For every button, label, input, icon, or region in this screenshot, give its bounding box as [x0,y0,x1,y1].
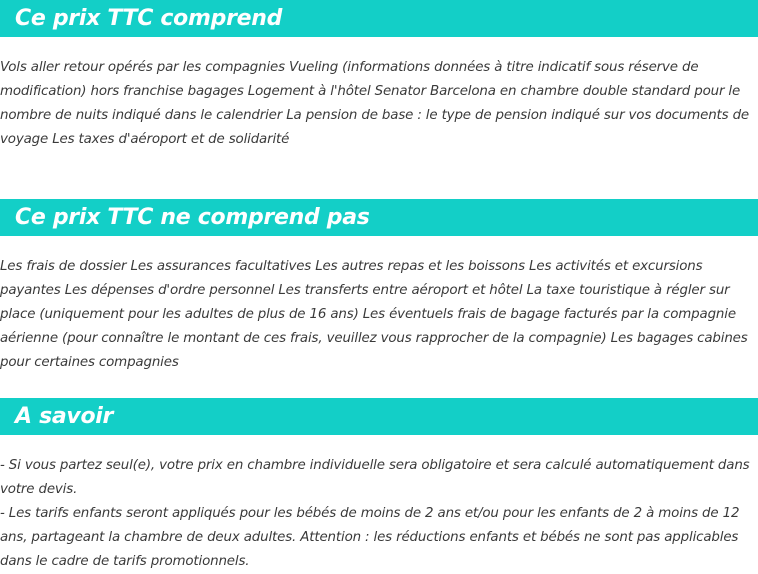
section-text-child-rates: - Les tarifs enfants seront appliqués pour les bébés de moins de 2 ans et/ou pour les enfants de 2 à moins de 12 ans, partageant la chambre de deux adultes. Attention : les réductions enfants et bébés ne sont pas applicables dans le cadre de tarifs promotionnels. [0,506,740,569]
section-text-solo-traveler: - Si vous partez seul(e), votre prix en chambre individuelle sera obligatoire et sera calculé automatiquement dans votre devis. [0,458,750,497]
section-body-included [0,56,758,152]
section-header-included [0,0,758,37]
section-body-good-to-know [0,454,758,574]
section-good-to-know [0,398,758,574]
section-body-not-included [0,255,758,375]
section-text-included: Vols aller retour opérés par les compagnies Vueling (informations données à titre indicatif sous réserve de modification) hors franchise bagages Logement à l'hôtel Senator Barcelona en chambre double standard pour le nombre de nuits indiqué dans le calendrier La pension de base : le type de pension indiqué sur vos documents de voyage Les taxes d'aéroport et de solidarité [0,60,750,147]
section-title-included: Ce prix TTC comprend [15,6,283,31]
section-header-not-included [0,199,758,236]
section-title-good-to-know: A savoir [15,404,114,429]
section-title-not-included: Ce prix TTC ne comprend pas [15,205,370,230]
section-not-included [0,199,758,375]
section-text-not-included: Les frais de dossier Les assurances facultatives Les autres repas et les boissons Les activités et excursions payantes Les dépenses d'ordre personnel Les transferts entre aéroport et hôtel La taxe touristique à régler sur place (uniquement pour les adultes de plus de 16 ans) Les éventuels frais de bagage facturés par la compagnie aérienne (pour connaître le montant de ces frais, veuillez vous rapprocher de la compagnie) Les bagages cabines pour certaines compagnies [0,259,748,370]
section-included [0,0,758,152]
section-header-good-to-know [0,398,758,435]
